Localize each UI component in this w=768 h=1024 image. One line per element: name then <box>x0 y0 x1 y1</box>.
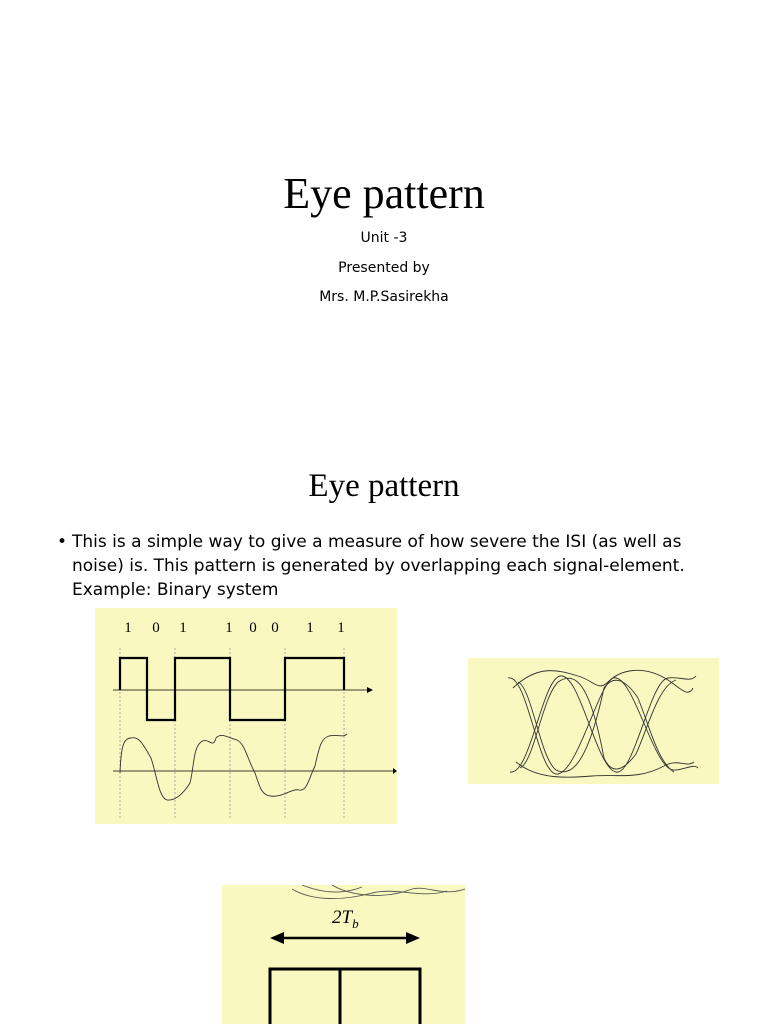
eye-traces <box>508 670 698 777</box>
title-slide <box>0 0 768 430</box>
bullet-text: This is a simple way to give a measure of how severe the ISI (as well as noise) is. This pattern is generated by overlapping each signal-element. Example: Binary system <box>72 532 685 600</box>
eye-diagram-figure <box>468 658 719 784</box>
bullet-point <box>57 530 727 602</box>
bit-label: 1 <box>225 620 233 636</box>
presenter-name: Mrs. M.P.Sasirekha <box>319 289 449 305</box>
waveform-figure <box>95 608 397 824</box>
digital-waveform <box>120 658 344 720</box>
eye-diagram-svg <box>468 658 719 784</box>
presented-by-label: Presented by <box>338 260 430 276</box>
bit-label: 1 <box>179 620 187 636</box>
analog-waveform <box>120 734 347 800</box>
waveform-svg <box>95 608 397 824</box>
bit-label: 0 <box>271 620 279 636</box>
bit-label: 1 <box>337 620 345 636</box>
content-slide <box>0 430 768 1024</box>
eye-box <box>270 969 420 1024</box>
lower-axis-arrow <box>393 768 397 774</box>
unit-label: Unit -3 <box>360 230 408 246</box>
upper-axis-arrow <box>367 687 373 693</box>
bullet-dot: • <box>57 532 68 552</box>
eye-detail-figure <box>222 885 465 1024</box>
sample-lines <box>120 648 344 818</box>
period-label: $2T_b$ <box>332 907 359 931</box>
bit-label: 0 <box>152 620 160 636</box>
bit-label: 0 <box>249 620 257 636</box>
period-arrow-left <box>270 932 284 944</box>
bit-label: 1 <box>306 620 314 636</box>
bit-label: 1 <box>124 620 132 636</box>
top-traces <box>292 885 465 899</box>
slide-title-2: Eye pattern <box>308 468 460 504</box>
slide-title: Eye pattern <box>283 169 485 218</box>
eye-detail-svg <box>222 885 465 1024</box>
period-arrow-right <box>406 932 420 944</box>
